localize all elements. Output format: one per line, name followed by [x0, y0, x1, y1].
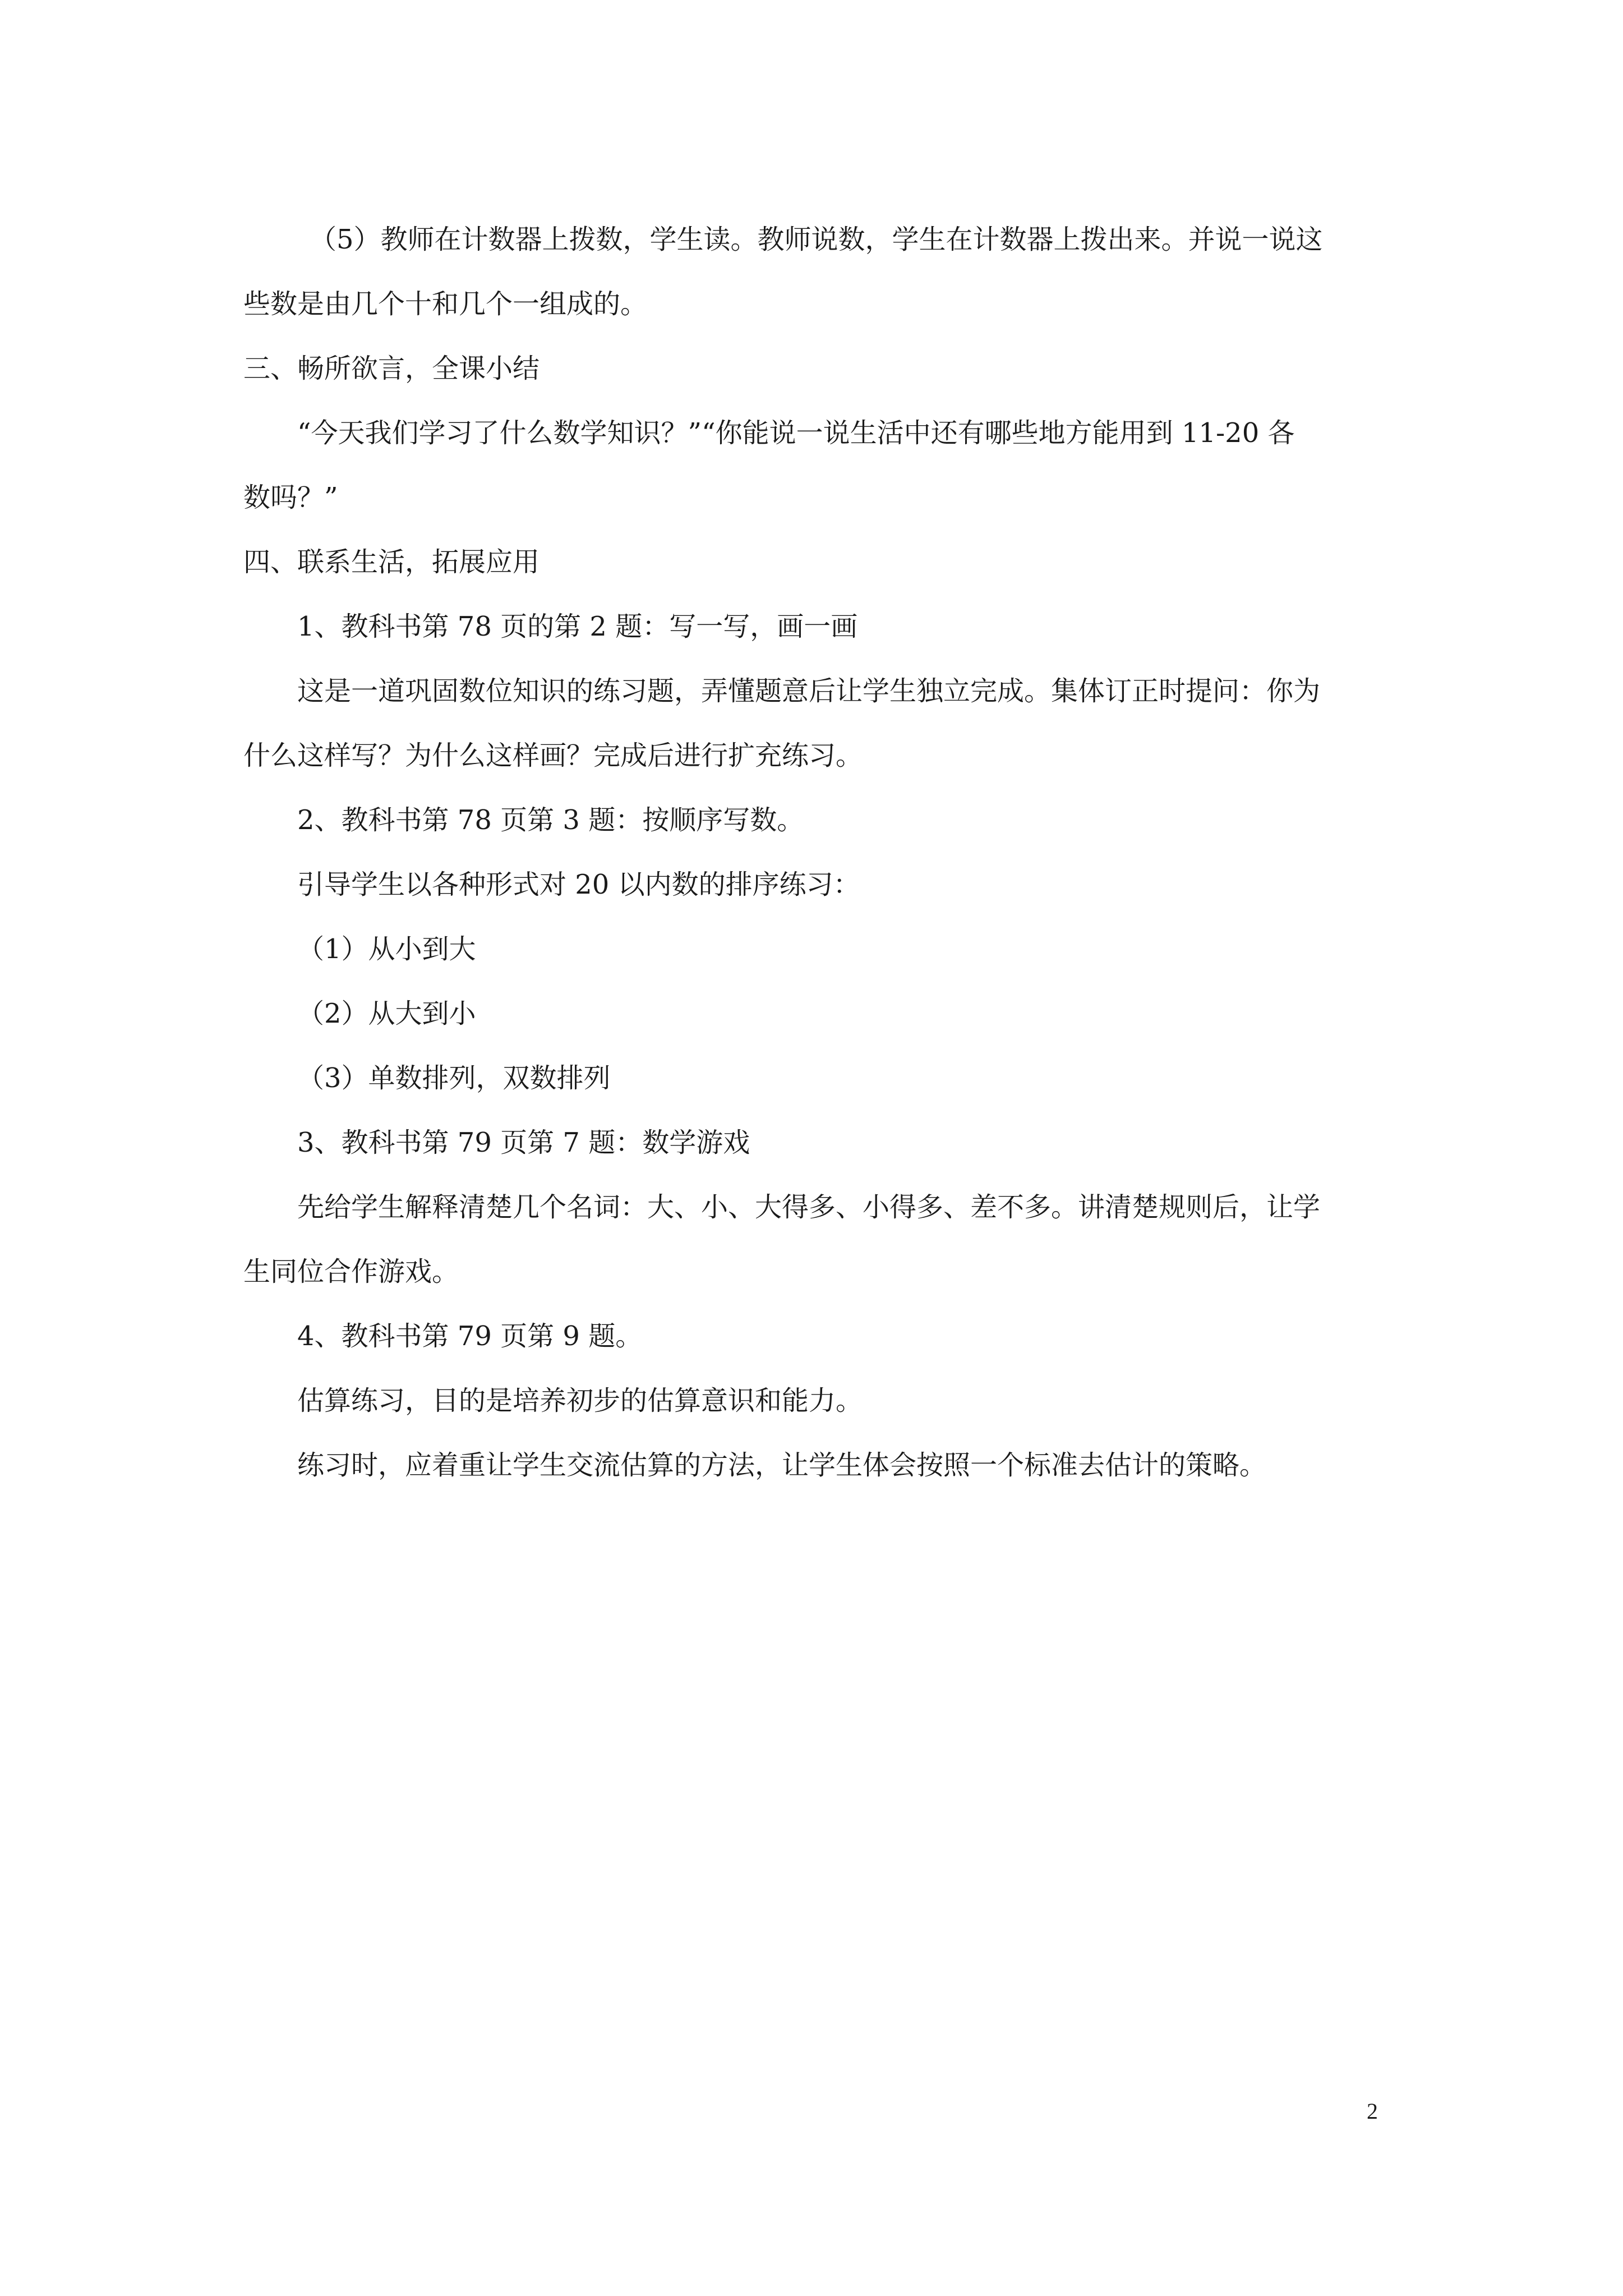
paragraph-exercise-1-notes [243, 659, 1391, 788]
text-line: 什么这样写？为什么这样画？完成后进行扩充练习。 [243, 740, 863, 771]
document-body [243, 208, 1391, 1498]
paragraph-exercise-4-notes: 估算练习，目的是培养初步的估算意识和能力。 [297, 1385, 863, 1416]
text-line: 这是一道巩固数位知识的练习题，弄懂题意后让学生独立完成。集体订正时提问：你为 [297, 675, 1321, 707]
paragraph-exercise-3-notes [243, 1175, 1391, 1304]
text-line: 些数是由几个十和几个一组成的。 [243, 288, 648, 320]
sub-item-2: （2）从大到小 [297, 998, 476, 1029]
paragraph-exercise-2-notes: 引导学生以各种形式对 20 以内数的排序练习： [297, 869, 860, 900]
paragraph-exercise-4-method: 练习时，应着重让学生交流估算的方法，让学生体会按照一个标准去估计的策略。 [297, 1450, 1267, 1481]
paragraph-step-5 [243, 208, 1391, 337]
exercise-item-1: 1、教科书第 78 页的第 2 题：写一写，画一画 [297, 611, 858, 642]
text-line: 生同位合作游戏。 [243, 1256, 459, 1287]
text-line: 先给学生解释清楚几个名词：大、小、大得多、小得多、差不多。讲清楚规则后，让学 [297, 1191, 1321, 1223]
exercise-item-3: 3、教科书第 79 页第 7 题：数学游戏 [297, 1127, 750, 1158]
text-line: 数吗？” [243, 482, 338, 513]
exercise-item-2: 2、教科书第 78 页第 3 题：按顺序写数。 [297, 804, 804, 836]
text-line: “今天我们学习了什么数学知识？”“你能说一说生活中还有哪些地方能用到 11-20 各 [297, 417, 1295, 449]
text-line: （5）教师在计数器上拨数，学生读。教师说数，学生在计数器上拨出来。并说一说这 [310, 224, 1323, 255]
sub-item-3: （3）单数排列，双数排列 [297, 1062, 611, 1094]
section-heading-summary: 三、畅所欲言，全课小结 [243, 353, 540, 384]
page-number: 2 [1367, 2099, 1378, 2124]
sub-item-1: （1）从小到大 [297, 933, 476, 965]
paragraph-summary-questions [243, 401, 1391, 530]
section-heading-application: 四、联系生活，拓展应用 [243, 546, 540, 578]
exercise-item-4: 4、教科书第 79 页第 9 题。 [297, 1320, 643, 1352]
